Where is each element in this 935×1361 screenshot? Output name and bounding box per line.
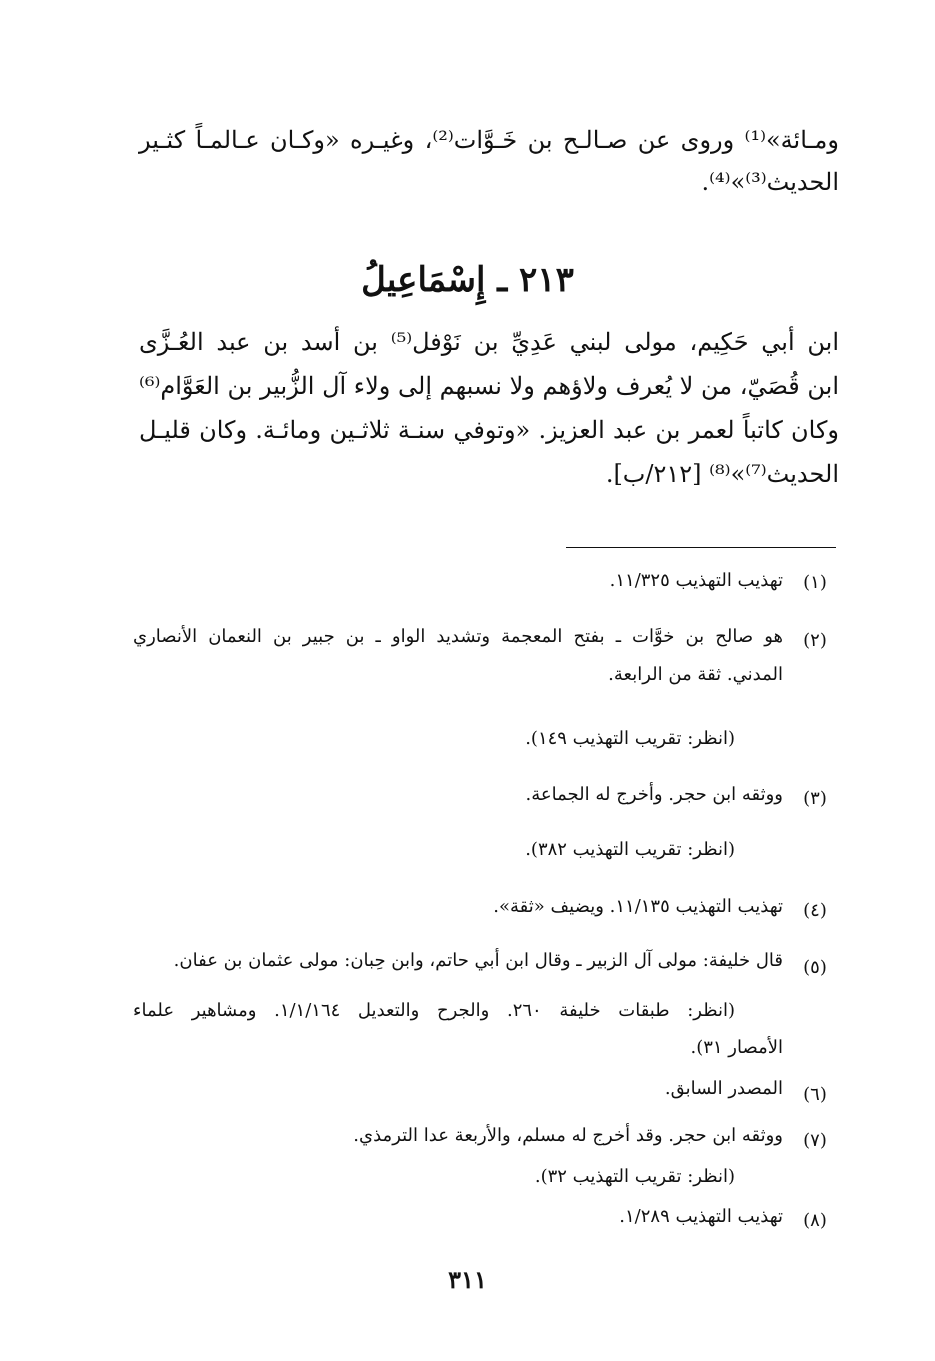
footnote-number: (٦) (803, 1084, 827, 1105)
entry-line: ابن قُصَيّ، من لا يُعرف ولاؤهم ولا نسبهم إلى ولاء آل الزُّبير بن العَوَّام⁽⁶⁾ (138, 372, 839, 400)
page-number: ٣١١ (448, 1265, 487, 1294)
footnote-reference: (انظر: تقريب التهذيب ٣٨٢). (525, 839, 735, 860)
footnote-number: (٤) (803, 900, 827, 921)
footnote-text: تهذيب التهذيب ١١/١٣٥. ويضيف «ثقة». (493, 896, 783, 917)
footnote-reference: (انظر: تقريب التهذيب ١٤٩). (525, 728, 735, 749)
footnote-text: ووثقه ابن حجر. وأخرج له الجماعة. (525, 784, 783, 805)
footnote-reference: (انظر: تقريب التهذيب ٣٢). (534, 1166, 735, 1187)
footnote-text: المدني. ثقة من الرابعة. (608, 664, 783, 685)
footnote-separator (566, 547, 836, 548)
footnote-number: (٣) (803, 788, 827, 809)
entry-heading: ٢١٣ ـ إِسْمَاعِيلُ (361, 260, 574, 300)
footnote-text: ووثقه ابن حجر. وقد أخرج له مسلم، والأربعة عدا الترمذي. (353, 1125, 783, 1146)
footnote-text: قال خليفة: مولى آل الزبير ـ وقال ابن أبي حاتم، وابن حِبان: مولى عثمان بن عفان. (173, 950, 783, 971)
footnote-number: (٨) (803, 1210, 827, 1231)
footnote-reference: الأمصار ٣١). (690, 1037, 783, 1058)
footnote-reference: (انظر: طبقات خليفة ٢٦٠. والجرح والتعديل ١/١/١٦٤. ومشاهير علماء (133, 1000, 736, 1021)
footnote-number: (١) (803, 572, 827, 593)
paragraph-line: الحديث⁽³⁾»⁽⁴⁾. (701, 168, 839, 196)
footnote-text: تهذيب التهذيب ١١/٣٢٥. (609, 570, 783, 591)
footnote-text: هو صالح بن خوَّات ـ بفتح المعجمة وتشديد الواو ـ بن جبير بن النعمان الأنصاري (133, 626, 783, 647)
footnote-text: المصدر السابق. (664, 1078, 783, 1099)
footnote-number: (٧) (803, 1130, 827, 1151)
footnote-text: تهذيب التهذيب ١/٢٨٩. (619, 1206, 783, 1227)
footnote-number: (٢) (803, 630, 827, 651)
footnote-number: (٥) (803, 957, 827, 978)
entry-line: الحديث⁽⁷⁾»⁽⁸⁾ [٢١٢/ب]. (605, 460, 839, 488)
entry-line: وكان كاتباً لعمر بن عبد العزيز. «وتوفي سنـة ثلاثـين ومائـة. وكان قليـل (139, 416, 839, 444)
paragraph-line: ومـائة»⁽¹⁾ وروى عن صـالـح بن خَـوَّات⁽²⁾، وغيـره «وكـان عـالمـاً كثـير (139, 126, 839, 154)
entry-line: ابن أبي حَكِيم، مولى لبني عَدِيِّ بن نَوْفل⁽⁵⁾ بن أسد بن عبد العُـزَّى (139, 328, 839, 356)
